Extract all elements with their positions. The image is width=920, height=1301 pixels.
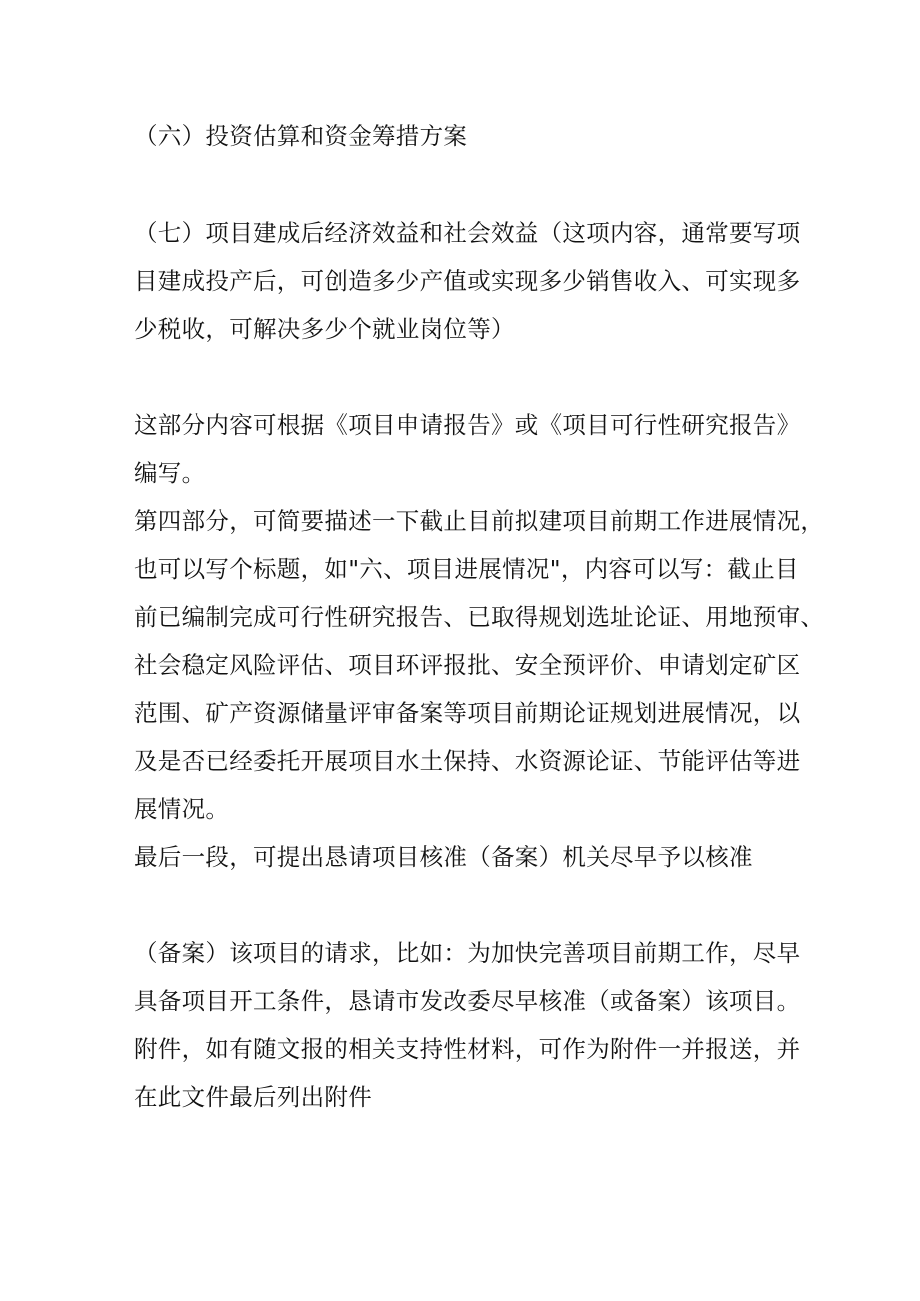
paragraph-part-four-line-4: 社会稳定风险评估、项目环评报批、安全预评价、申请划定矿区 <box>134 651 801 679</box>
paragraph-attachment-line-1: 附件，如有随文报的相关支持性材料，可作为附件一并报送，并 <box>134 1035 801 1063</box>
paragraph-section-seven-line-1: （七）项目建成后经济效益和社会效益（这项内容，通常要写项 <box>134 219 801 247</box>
paragraph-part-four-line-2: 也可以写个标题，如"六、项目进展情况"，内容可以写：截止目 <box>134 555 799 583</box>
paragraph-part-four-line-3: 前已编制完成可行性研究报告、已取得规划选址论证、用地预审、 <box>134 603 825 631</box>
paragraph-section-seven-line-3: 少税收，可解决多少个就业岗位等） <box>134 315 515 343</box>
paragraph-reference-line-1: 这部分内容可根据《项目申请报告》或《项目可行性研究报告》 <box>134 411 801 439</box>
paragraph-part-four-line-5: 范围、矿产资源储量评审备案等项目前期论证规划进展情况，以 <box>134 699 801 727</box>
paragraph-section-seven-line-2: 目建成投产后，可创造多少产值或实现多少销售收入、可实现多 <box>134 267 801 295</box>
paragraph-part-four-line-1: 第四部分，可简要描述一下截止目前拟建项目前期工作进展情况， <box>134 507 825 535</box>
paragraph-attachment-line-2: 在此文件最后列出附件 <box>134 1083 372 1111</box>
paragraph-reference-line-2: 编写。 <box>134 459 206 487</box>
paragraph-request-line-2: 具备项目开工条件，恳请市发改委尽早核准（或备案）该项目。 <box>134 987 801 1015</box>
paragraph-request-line-1: （备案）该项目的请求，比如：为加快完善项目前期工作，尽早 <box>134 939 801 967</box>
heading-section-six: （六）投资估算和资金筹措方案 <box>134 122 468 150</box>
paragraph-part-four-line-7: 展情况。 <box>134 795 230 823</box>
paragraph-part-four-line-6: 及是否已经委托开展项目水土保持、水资源论证、节能评估等进 <box>134 747 801 775</box>
paragraph-last-section-line-1: 最后一段，可提出恳请项目核准（备案）机关尽早予以核准 <box>134 843 753 871</box>
